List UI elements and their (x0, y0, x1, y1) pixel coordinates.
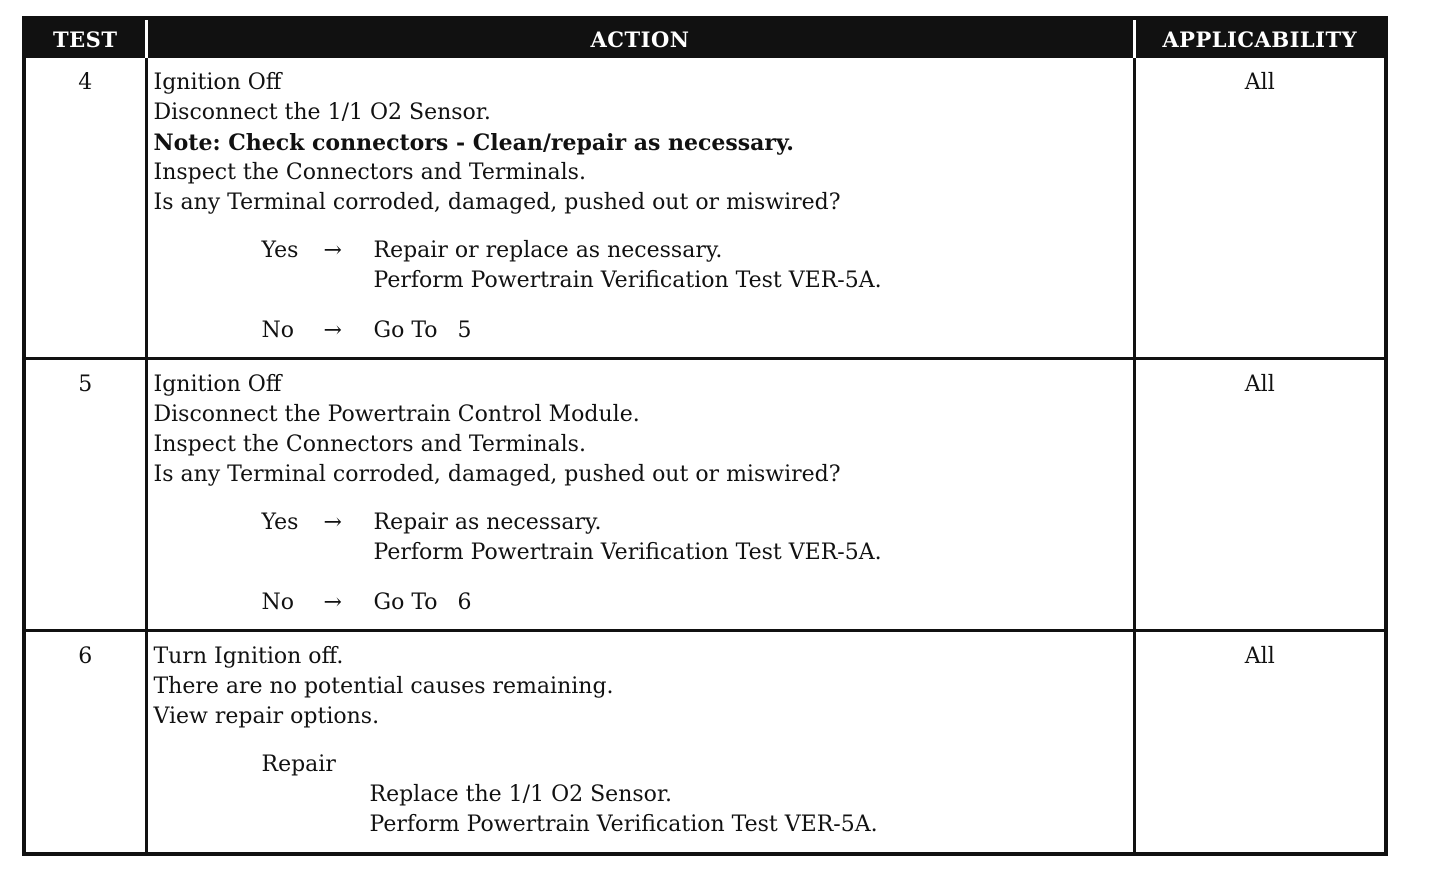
action-step: Ignition Off (153, 70, 282, 95)
action-cell (146, 358, 1134, 630)
branch-no-label: No (261, 318, 294, 343)
branch-list (154, 508, 1133, 618)
applicability-value: All (1244, 70, 1275, 95)
goto-target: 5 (457, 318, 472, 343)
goto-text: Go To (373, 589, 438, 615)
table-row-test-4 (26, 58, 1384, 358)
branch-no (154, 316, 1133, 346)
column-header-test: TEST (26, 20, 146, 58)
action-note: Note: Check connectors - Clean/repair as necessary. (153, 130, 794, 156)
action-step: View repair options. (153, 703, 380, 729)
branch-result-line: Repair or replace as necessary. (373, 238, 723, 263)
branch-yes (154, 508, 1133, 568)
right-arrow-icon: → (323, 318, 342, 343)
action-step: Inspect the Connectors and Terminals. (153, 431, 586, 457)
branch-yes-result (374, 236, 882, 296)
test-number: 4 (26, 58, 146, 358)
applicability-value: All (1134, 358, 1384, 630)
branch-no-result (374, 316, 472, 346)
branch-result-line: Repair as necessary. (373, 509, 602, 535)
branch-result-line: Perform Powertrain Verification Test VER-5A. (373, 539, 882, 565)
diagnostic-table-frame (22, 16, 1388, 856)
action-step: Turn Ignition off. (153, 643, 344, 669)
branch-no-result (374, 588, 472, 618)
repair-step: Replace the 1/1 O2 Sensor. (369, 781, 672, 807)
right-arrow-icon: → (323, 509, 342, 535)
repair-options (154, 750, 1133, 840)
repair-steps (370, 780, 1133, 840)
branch-yes-result (374, 508, 882, 568)
action-step: Disconnect the 1/1 O2 Sensor. (153, 100, 491, 125)
table-header-row (26, 20, 1384, 58)
action-cell (146, 630, 1134, 852)
goto-text: Go To (373, 318, 438, 343)
column-header-applicability: APPLICABILITY (1134, 20, 1384, 58)
branch-yes (154, 236, 1133, 296)
table-row-test-6 (26, 630, 1384, 852)
branch-result-line: Perform Powertrain Verification Test VER-5A. (373, 268, 882, 293)
table-row-test-5 (26, 358, 1384, 630)
action-step: Inspect the Connectors and Terminals. (153, 160, 586, 185)
action-step: Disconnect the Powertrain Control Module. (153, 401, 640, 427)
branch-no-label: No (261, 589, 294, 615)
right-arrow-icon: → (323, 589, 342, 615)
branch-yes-label: Yes (261, 238, 299, 263)
action-step: There are no potential causes remaining. (153, 673, 614, 699)
applicability-value: All (1134, 630, 1384, 852)
action-cell (146, 58, 1134, 358)
column-header-action: ACTION (146, 20, 1134, 58)
repair-step: Perform Powertrain Verification Test VER-5A. (369, 811, 878, 837)
action-question: Is any Terminal corroded, damaged, pushed out or miswired? (153, 190, 841, 215)
diagnostic-test-table (26, 20, 1384, 852)
branch-yes-label: Yes (261, 509, 299, 535)
branch-list (154, 236, 1133, 346)
right-arrow-icon: → (323, 238, 342, 263)
test-number: 5 (26, 358, 146, 630)
action-step: Ignition Off (153, 371, 282, 397)
test-number: 6 (26, 630, 146, 852)
repair-label: Repair (261, 751, 336, 777)
goto-target: 6 (457, 589, 472, 615)
branch-no (154, 588, 1133, 618)
action-question: Is any Terminal corroded, damaged, pushed out or miswired? (153, 461, 841, 487)
